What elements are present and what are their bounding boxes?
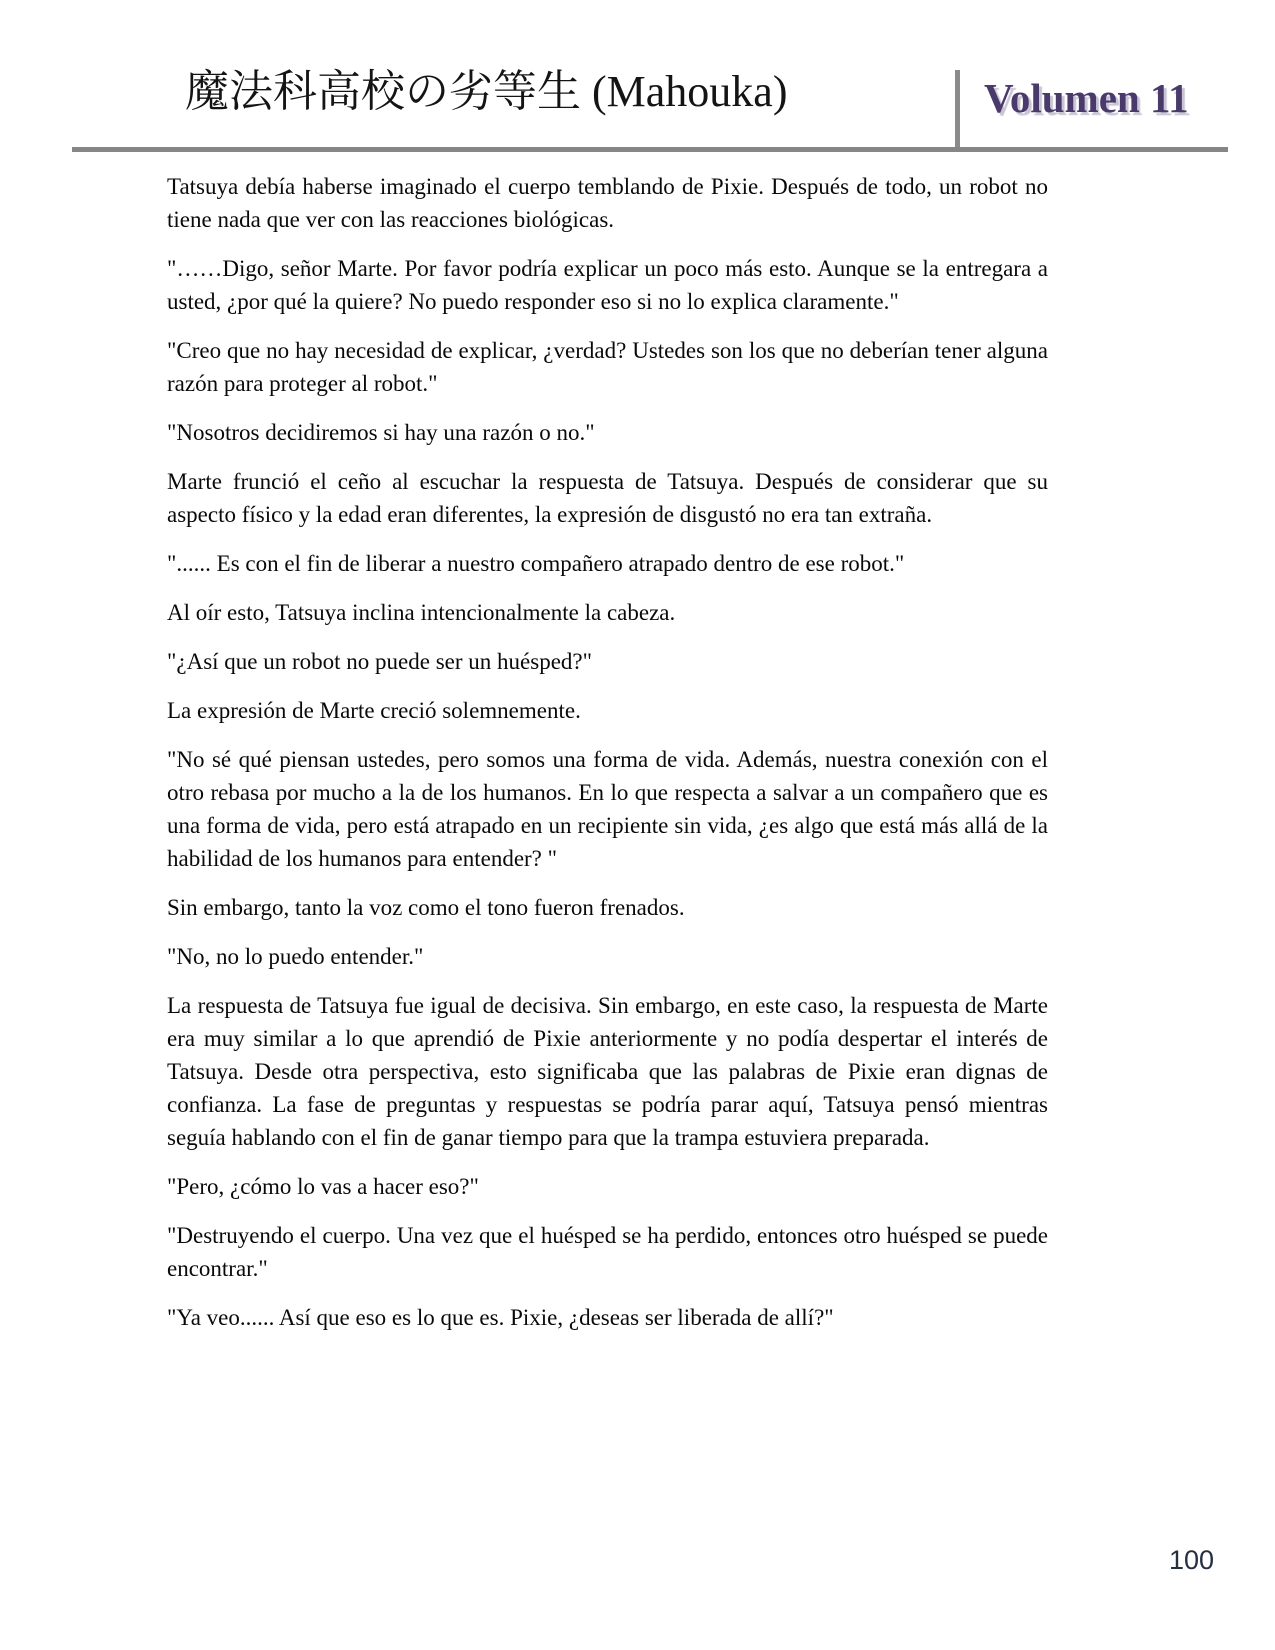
body-paragraph: "No sé qué piensan ustedes, pero somos una forma de vida. Además, nuestra conexión con el otro rebasa por mucho a la de los humanos. En lo que respecta a salvar a un compañero que es una forma de vida, pero está atrapado en un recipiente sin vida, ¿es algo que está más allá de la habilidad de los humanos para entender? " [167, 747, 1048, 871]
body-paragraph: "Pero, ¿cómo lo vas a hacer eso?" [167, 1174, 479, 1199]
header-vertical-divider [955, 70, 960, 148]
body-paragraph: Al oír esto, Tatsuya inclina intencionalmente la cabeza. [167, 600, 676, 625]
body-paragraph: Marte frunció el ceño al escuchar la respuesta de Tatsuya. Después de considerar que su aspecto físico y la edad eran diferentes, la expresión de disgustó no era tan extraña. [167, 469, 1048, 527]
body-paragraph: La respuesta de Tatsuya fue igual de decisiva. Sin embargo, en este caso, la respuesta de Marte era muy similar a lo que aprendió de Pixie anteriormente y no podía despertar el interés de Tatsuya. Desde otra perspectiva, esto significaba que las palabras de Pixie eran dignas de confianza. La fase de preguntas y respuestas se podría parar aquí, Tatsuya pensó mientras seguía hablando con el fin de ganar tiempo para que la trampa estuviera preparada. [167, 993, 1048, 1150]
body-paragraph: "Creo que no hay necesidad de explicar, ¿verdad? Ustedes son los que no deberían tener alguna razón para proteger al robot." [167, 338, 1048, 396]
body-paragraph: "No, no lo puedo entender." [167, 944, 424, 969]
body-paragraph: "...... Es con el fin de liberar a nuestro compañero atrapado dentro de ese robot." [167, 551, 905, 576]
body-paragraph: "¿Así que un robot no puede ser un huésped?" [167, 649, 593, 674]
body-paragraph: Sin embargo, tanto la voz como el tono fueron frenados. [167, 895, 685, 920]
body-text [167, 170, 1048, 1350]
page-number: 100 [1168, 1545, 1214, 1575]
body-paragraph: Tatsuya debía haberse imaginado el cuerpo temblando de Pixie. Después de todo, un robot no tiene nada que ver con las reacciones biológicas. [167, 174, 1048, 232]
body-paragraph: "Ya veo...... Así que eso es lo que es. Pixie, ¿deseas ser liberada de allí?" [167, 1305, 834, 1330]
header-horizontal-rule [72, 147, 1228, 152]
body-paragraph: La expresión de Marte creció solemnemente. [167, 698, 581, 723]
volume-label: Volumen 11 [984, 75, 1189, 121]
body-paragraph: "Destruyendo el cuerpo. Una vez que el huésped se ha perdido, entonces otro huésped se puede encontrar." [167, 1223, 1048, 1281]
body-paragraph: "Nosotros decidiremos si hay una razón o no." [167, 420, 595, 445]
body-paragraph: "……Digo, señor Marte. Por favor podría explicar un poco más esto. Aunque se la entregara a usted, ¿por qué la quiere? No puedo responder eso si no lo explica claramente." [167, 256, 1048, 314]
page-title: 魔法科高校の劣等生 (Mahouka) [185, 67, 788, 116]
